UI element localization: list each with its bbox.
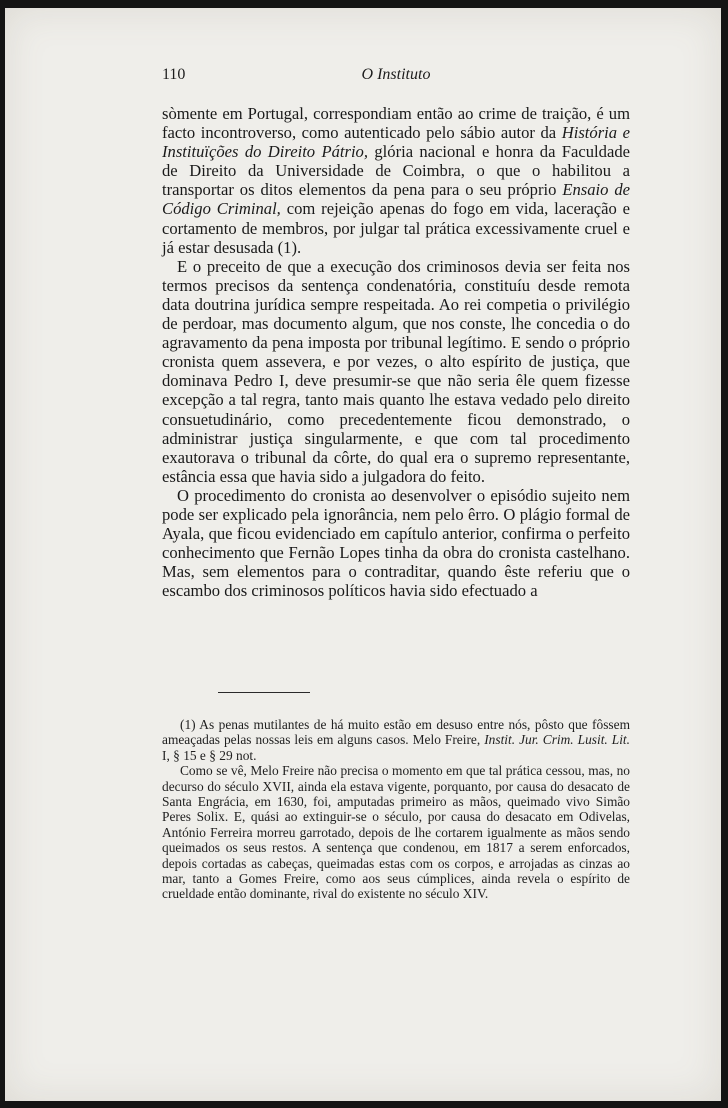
paragraph-1-text-b: glória nacional e honra da Faculdade de Direito da Universidade de Coimbra, o que o habilitou a transportar os ditos elementos da pena para o seu próprio [162, 142, 630, 200]
footnote-1 [162, 717, 630, 763]
running-title: O Instituto [361, 66, 431, 83]
paragraph-3: O procedimento do cronista ao desenvolver o episódio sujeito nem pode ser explicado pela ignorância, nem pelo êrro. O plágio formal de Ayala, que ficou evidenciado em capítulo anterior, confirma o perfeito conhecimento que Fernão Lopes tinha da obra do cronista castelhano. Mas, sem elementos para o contraditar, quando êste referiu que o escambo dos criminosos políticos havia sido efectuado a [162, 485, 630, 601]
footnotes [162, 717, 630, 902]
paragraph-1-italic-title-2: Ensaio de Código Criminal, [162, 180, 631, 219]
paragraph-1-text-c: com rejeição apenas do fogo em vida, laceração e cortamento de membros, por julgar tal prática excessivamente cruel e já estar desusada (1). [162, 199, 630, 257]
footnote-1-citation: Instit. Jur. Crim. Lusit. Lit. [484, 732, 630, 748]
paragraph-1-italic-title-1: História e Instituïções do Direito Pátrio, [162, 123, 630, 162]
footnote-2: Como se vê, Melo Freire não precisa o momento em que tal prática cessou, mas, no decurso do século XVII, ainda ela estava vigente, porquanto, por causa do desacato de Santa Engrácia, em 1630, foi, amputadas primeiro as mãos, queimado vivo Simão Peres Solix. E, quási ao extinguir-se o século, por causa do desacato em Odivelas, António Ferreira morreu garrotado, depois de lhe cortarem igualmente as mãos sendo queimados os seus restos. A sentença que condenou, em 1817 a serem enforcados, depois cortadas as cabeças, queimadas estas com os corpos, e arrojadas as cinzas ao mar, tanto a Gomes Freire, como aos seus cúmplices, ainda revela o espírito de crueldade então dominante, rival do existente no século XIV. [162, 763, 630, 902]
page-number: 110 [162, 66, 186, 83]
footnote-separator [218, 692, 310, 693]
paragraph-1-text-a: sòmente em Portugal, correspondiam então ao crime de traição, é um facto incontroverso, como autenticado pelo sábio autor da [162, 104, 630, 143]
footnote-1-text-b: I, § 15 e § 29 not. [162, 747, 257, 763]
footnote-1-text-a: (1) As penas mutilantes de há muito estão em desuso entre nós, pôsto que fôssem ameaçadas pelas nossas leis em alguns casos. Melo Freire, [162, 717, 630, 748]
running-header [162, 66, 630, 90]
paragraph-1 [162, 104, 630, 257]
main-text [162, 104, 630, 600]
paragraph-2: E o preceito de que a execução dos criminosos devia ser feita nos termos precisos da sentença condenatória, constituíu desde remota data doutrina jurídica sempre respeitada. Ao rei competia o privilégio de perdoar, mas documento algum, que nos conste, lhe concedia o do agravamento da pena imposta por tribunal legítimo. E sendo o próprio cronista quem assevera, e por vezes, o alto espírito de justiça, que dominava Pedro I, deve presumir-se que não seria êle quem fizesse excepção a tal regra, tanto mais quanto lhe estava vedado pelo direito consuetudinário, como precedentemente ficou demonstrado, o administrar justiça singularmente, e que com tal procedimento exautorava o tribunal da côrte, do qual era o supremo representante, estância essa que havia sido a julgadora do feito. [162, 256, 630, 486]
